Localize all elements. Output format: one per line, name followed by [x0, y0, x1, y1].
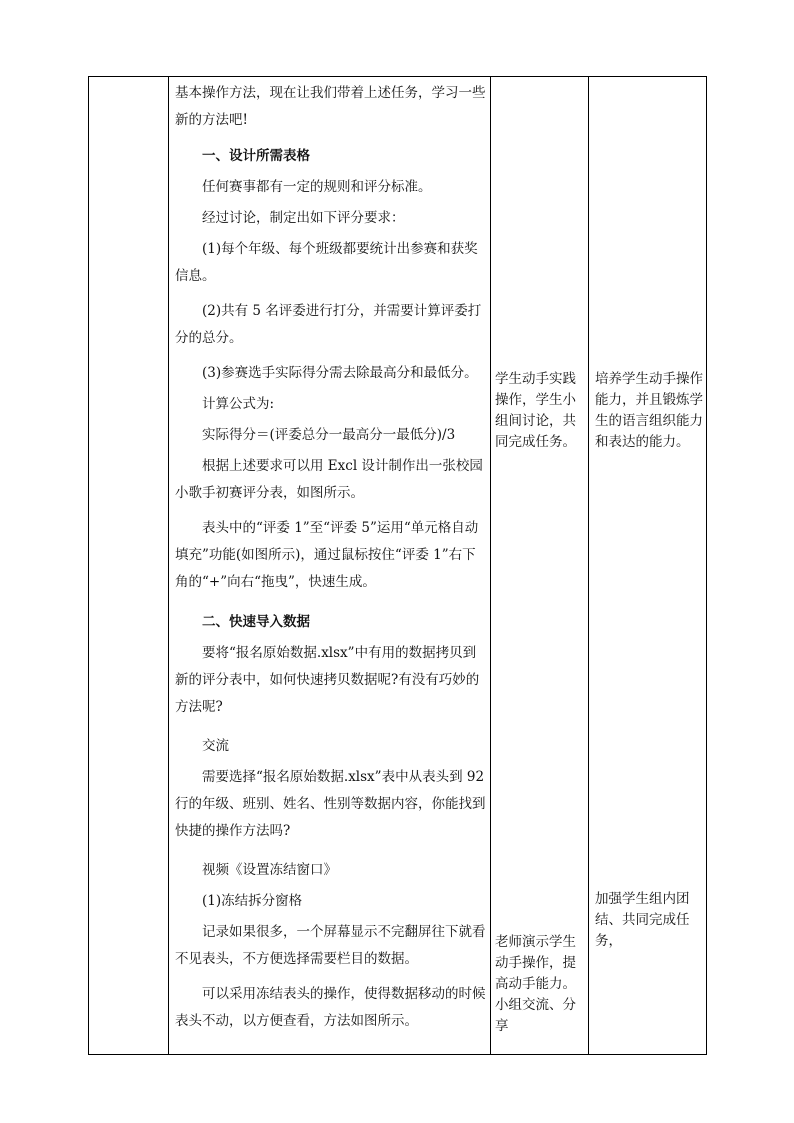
paragraph: 视频《设置冻结窗口》: [202, 862, 337, 878]
paragraph: 可以采用冻结表头的操作，使得数据移动的时候表头不动，以方便查看，方法如图所示。: [175, 986, 486, 1029]
column-divider: [588, 77, 589, 1054]
paragraph: 需要选择“报名原始数据.xlsx”表中从表头到 92 行的年级、班别、姓名、性别等数据内容，你能找到快捷的操作方法吗?: [175, 769, 486, 839]
student-activity-text: 学生动手实践操作，学生小组间讨论，共同完成任务。: [495, 371, 576, 450]
design-intent-text: 加强学生组内团结、共同完成任务，: [595, 891, 690, 949]
paragraph: 要将“报名原始数据.xlsx”中有用的数据拷贝到新的评分表中，如何快速拷贝数据呢?有没有巧妙的方法呢?: [175, 645, 480, 715]
design-intent-text: 培养学生动手操作能力，并且锻炼学生的语言组织能力和表达的能力。: [595, 371, 703, 450]
teaching-content-column: [169, 77, 491, 1054]
paragraph: (1)冻结拆分窗格: [202, 893, 303, 909]
paragraph: (2)共有 5 名评委进行打分，并需要计算评委打分的总分。: [175, 303, 482, 346]
paragraph: (3)参赛选手实际得分需去除最高分和最低分。: [202, 365, 478, 381]
paragraph: 计算公式为:: [202, 396, 275, 412]
student-activity-text: 老师演示学生动手操作，提高动手能力。小组交流、分享: [495, 934, 576, 1034]
paragraph: 根据上述要求可以用 Excl 设计制作出一张校园小歌手初赛评分表，如图所示。: [175, 458, 483, 501]
paragraph: 交流: [202, 738, 229, 754]
paragraph: 任何赛事都有一定的规则和评分标准。: [202, 179, 432, 195]
paragraph: (1)每个年级、每个班级都要统计出参赛和获奖信息。: [175, 241, 478, 284]
section-heading: 一、设计所需表格: [202, 148, 310, 164]
paragraph: 记录如果很多，一个屏幕显示不完翻屏往下就看不见表头，不方便选择需要栏目的数据。: [175, 924, 486, 967]
paragraph: 表头中的“评委 1”至“评委 5”运用“单元格自动填充”功能(如图所示)，通过鼠标按住“评委 1”右下角的“+”向右“拖曳”，快速生成。: [175, 520, 479, 590]
paragraph: 经过讨论，制定出如下评分要求：: [202, 210, 405, 226]
section-heading: 二、快速导入数据: [202, 614, 310, 630]
lesson-plan-table: [88, 76, 707, 1055]
formula: 实际得分＝(评委总分一最高分一最低分)/3: [202, 427, 456, 443]
paragraph: 基本操作方法，现在让我们带着上述任务，学习一些新的方法吧!: [175, 85, 486, 128]
